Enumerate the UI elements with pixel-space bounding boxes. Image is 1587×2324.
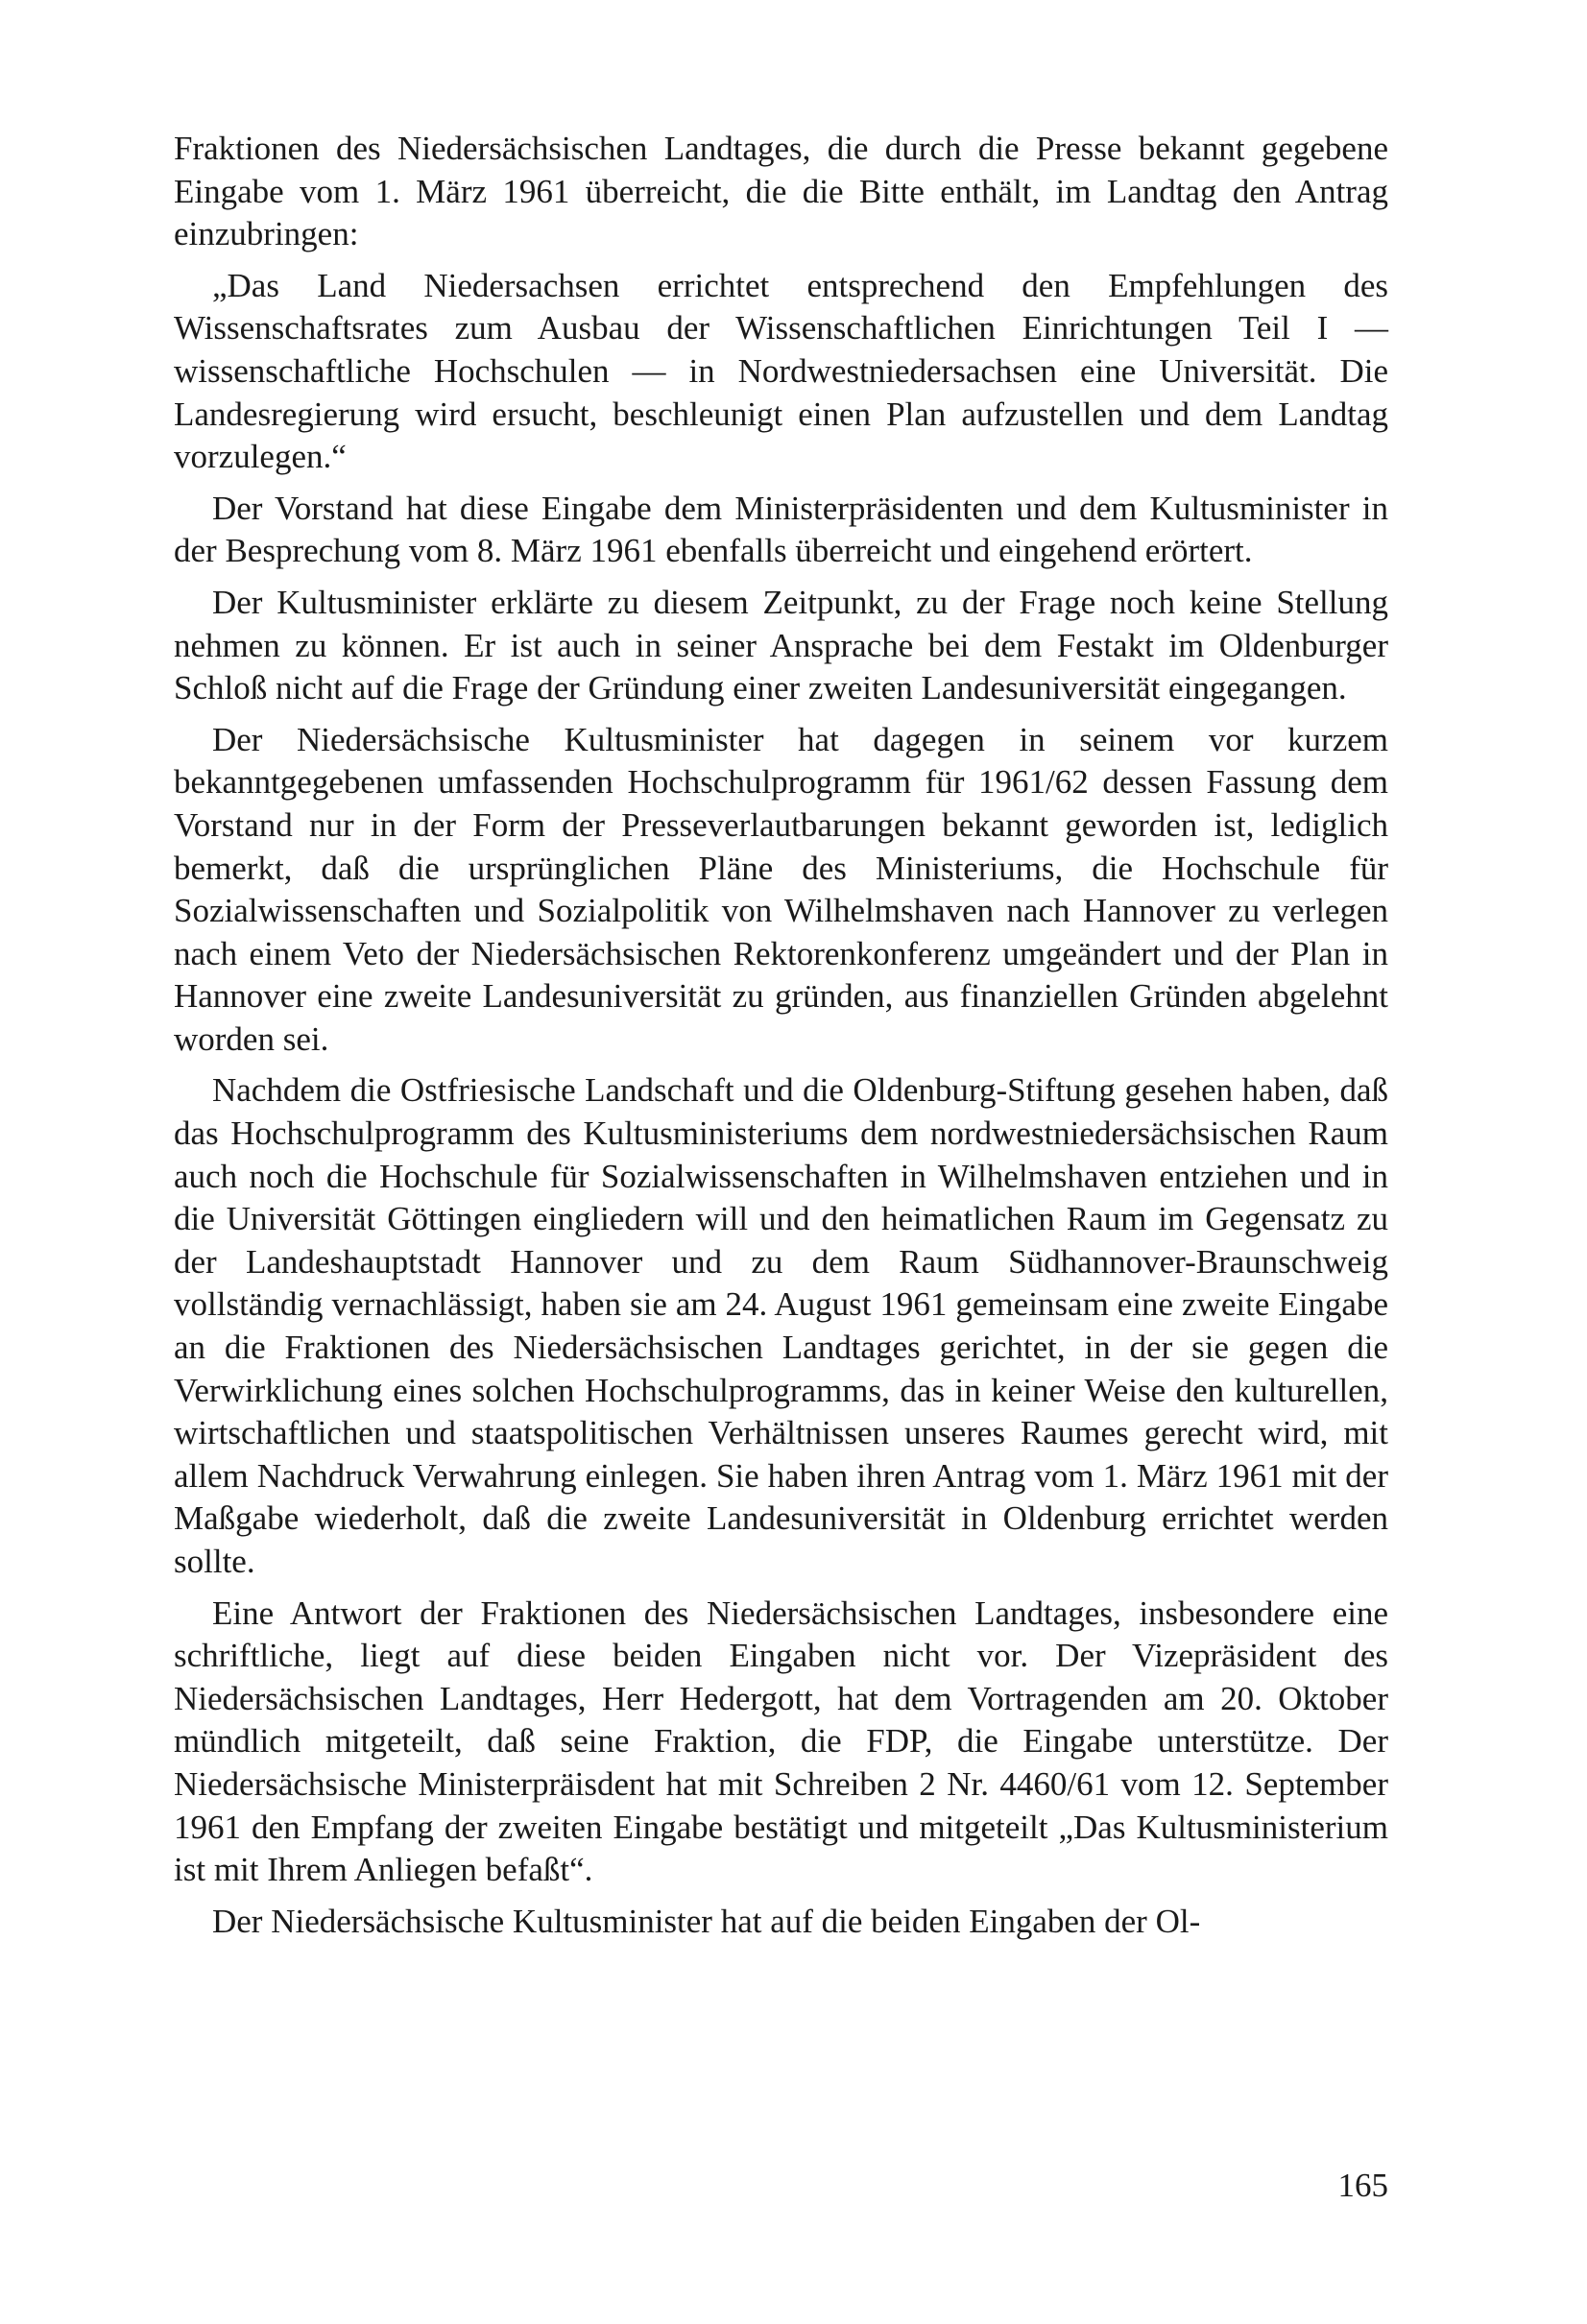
paragraph: Der Niedersächsische Kultusminister hat dagegen in seinem vor kurzem bekanntgegebenen umfassenden Hochschulprogramm für 1961/62 dessen Fassung dem Vorstand nur in der Form der Presseverlautbarungen bekannt geworden ist, lediglich bemerkt, daß die ursprünglichen Pläne des Ministeriums, die Hochschule für Sozialwissenschaften und Sozialpolitik von Wilhelmshaven nach Hannover zu verlegen nach einem Veto der Niedersächsischen Rektorenkonferenz umgeändert und der Plan in Hannover eine zweite Landesuniversität zu gründen, aus finanziellen Gründen abgelehnt worden sei. <box>174 720 1388 1058</box>
paragraph: Der Kultusminister erklärte zu diesem Zeitpunkt, zu der Frage noch keine Stellung nehmen zu können. Er ist auch in seiner Ansprache bei dem Festakt im Oldenburger Schloß nicht auf die Frage der Gründung einer zweiten Landesuniversität eingegangen. <box>174 583 1388 707</box>
paragraph: Der Vorstand hat diese Eingabe dem Ministerpräsidenten und dem Kultusminister in der Besprechung vom 8. März 1961 ebenfalls überreicht und eingehend erörtert. <box>174 489 1388 570</box>
page-number: 165 <box>1337 2167 1388 2204</box>
quoted-motion: „Das Land Niedersachsen errichtet entsprechend den Empfehlungen des Wissenschaftsrates zum Ausbau der Wissenschaftlichen Einrichtungen Teil I — wissenschaftliche Hochschulen — in Nordwestniedersachsen eine Universität. Die Landesregierung wird ersucht, beschleunigt einen Plan aufzustellen und dem Landtag vorzulegen.“ <box>174 266 1388 476</box>
paragraph: Fraktionen des Niedersächsischen Landtages, die durch die Presse bekannt gegebene Eingabe vom 1. März 1961 überreicht, die die Bitte enthält, im Landtag den Antrag einzubringen: <box>174 130 1388 253</box>
body-text <box>174 128 1388 1952</box>
paragraph: Der Niedersächsische Kultusminister hat auf die beiden Eingaben der Ol- <box>212 1902 1201 1940</box>
paragraph: Eine Antwort der Fraktionen des Niedersächsischen Landtages, insbesondere eine schriftliche, liegt auf diese beiden Eingaben nicht vor. Der Vizepräsident des Niedersächsischen Landtages, Herr Hedergott, hat dem Vortragenden am 20. Oktober mündlich mitgeteilt, daß seine Fraktion, die FDP, die Eingabe unterstütze. Der Niedersächsische Ministerpräisdent hat mit Schreiben 2 Nr. 4460/61 vom 12. September 1961 den Empfang der zweiten Eingabe bestätigt und mitgeteilt „Das Kultusministerium ist mit Ihrem Anliegen befaßt“. <box>174 1593 1388 1889</box>
paragraph: Nachdem die Ostfriesische Landschaft und die Oldenburg-Stiftung gesehen haben, daß das Hochschulprogramm des Kultusministeriums dem nordwestniedersächsischen Raum auch noch die Hochschule für Sozialwissenschaften in Wilhelmshaven entziehen und in die Universität Göttingen eingliedern will und den heimatlichen Raum im Gegensatz zu der Landeshauptstadt Hannover und zu dem Raum Südhannover-Braunschweig vollständig vernachlässigt, haben sie am 24. August 1961 gemeinsam eine zweite Eingabe an die Fraktionen des Niedersächsischen Landtages gerichtet, in der sie gegen die Verwirklichung eines solchen Hochschulprogramms, das in keiner Weise den kulturellen, wirtschaftlichen und staatspolitischen Verhältnissen unseres Raumes gerecht wird, mit allem Nachdruck Verwahrung einlegen. Sie haben ihren Antrag vom 1. März 1961 mit der Maßgabe wiederholt, daß die zweite Landesuniversität in Oldenburg errichtet werden sollte. <box>174 1071 1388 1580</box>
